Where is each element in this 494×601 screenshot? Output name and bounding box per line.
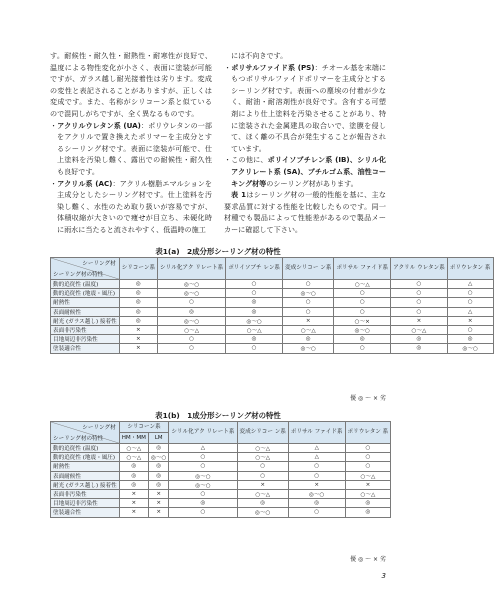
rating-cell: ◎ [334,335,391,344]
column-header: 変成シリコー ン系 [283,258,334,280]
rating-cell: ◎〜○ [226,316,283,325]
list-item: ・アクリル系 (AC)：アクリル樹脂エマルションを主成分としたシーリング材です。仕上塗料を汚染し難く、水性のため取り扱いが容易ですが、体積収縮が大きいので痩せが目立ち、未硬化時に雨水に当たると流されやすく、低温時の施工 [50,178,213,234]
rating-cell: ◎ [119,280,157,289]
rating-cell: ○ [169,453,237,462]
table-a [50,257,494,354]
rating-cell: ○ [345,453,391,462]
rating-cell: ◎〜○ [158,280,226,289]
table-row [51,462,391,471]
rating-cell: △ [169,444,237,453]
rating-cell: ◎〜○ [237,508,288,517]
paragraph: 表 1はシーリング材の一般的性能を基に、主な要求品質に対する性能を比較したものです。同一材種でも製品によって性能差があるので製品メーカーに確認して下さい。 [224,190,387,234]
rating-cell: ◎〜○ [169,471,237,480]
rating-cell: ○〜△ [119,444,148,453]
rating-cell: × [119,508,148,517]
rating-cell: ○ [345,462,391,471]
rating-cell: ○ [334,307,391,316]
rating-cell: × [391,316,448,325]
rating-cell: ○ [334,344,391,353]
rating-cell: ○ [237,471,288,480]
rating-cell: × [148,499,168,508]
item-text: この他に、 [231,155,268,165]
column-header: ポリウレタン 系 [447,258,493,280]
table-row [51,508,391,517]
rating-cell: ○〜△ [119,453,148,462]
rating-cell: ◎ [288,499,345,508]
rating-cell: △ [447,280,493,289]
list-item: ・アクリルウレタン系 (UA)：ポリウレタンの一部をアクリルで置き換えたポリマーを主成分とするシーリング材です。表面に塗装が可能で、仕上塗料を汚染し難く、露出での耐候性・耐久性も良好です。 [50,120,212,176]
rating-cell: ○〜△ [237,444,288,453]
term: アクリルウレタン系 (UA) [57,120,141,130]
rating-cell: ○〜△ [345,489,391,498]
rating-cell: ○ [169,462,237,471]
column-subheader: HM・MM [119,433,148,444]
rating-cell: × [283,316,334,325]
rating-cell: × [119,325,157,334]
rating-cell: ○ [391,280,448,289]
rating-cell: ◎ [119,462,148,471]
item-text: ：チオール基を末端にもつポリサルファイドポリマーを主成分とするシーリング材です。表面への塵埃の付着が少なく、耐油・耐溶剤性が良好です。含有する可塑剤により仕上塗料を汚染させることがあり、特に塗装された金属建具の取合いで、塗膜を侵して、ほく離の不具合が発生することが報告されています。 [231,62,387,153]
page-number: 3 [381,572,386,580]
rating-cell: ◎〜○ [148,453,168,462]
rating-cell: ◎ [119,480,148,489]
rating-cell: ◎ [237,499,288,508]
row-label: 動的追従性 (地震・風圧) [51,453,120,462]
rating-cell: ◎ [226,298,283,307]
term: アクリル系 (AC) [57,178,113,188]
row-label: 耐熱性 [51,298,120,307]
rating-cell: × [119,489,148,498]
table-row [51,444,391,453]
rating-cell: ◎ [148,471,168,480]
rating-cell: ◎〜○ [283,344,334,353]
rating-cell: ○ [226,280,283,289]
column-header: シリコーン系 [119,258,157,280]
row-label: 塗装適合性 [51,508,120,517]
column-header: ポリイソブチ レン系 [226,258,283,280]
corner-bottom: シーリング材の特性 [53,272,104,278]
rating-cell: ◎ [447,335,493,344]
item-text: ：アクリル樹脂エマルションを主成分としたシーリング材です。仕上塗料を汚染し難く、水性のため取り扱いが容易ですが、体積収縮が大きいので痩せが目立ち、未硬化時に雨水に当たると流されやすく、低温時の施工 [57,178,213,234]
row-label: 塗装適合性 [51,344,120,353]
rating-cell: ○〜× [334,316,391,325]
rating-cell: × [119,499,148,508]
rating-cell: △ [288,444,345,453]
rating-cell: ◎ [226,335,283,344]
rating-cell: △ [288,453,345,462]
item-text: ：ポリウレタンの一部をアクリルで置き換えたポリマーを主成分とするシーリング材です。表面に塗装が可能で、仕上塗料を汚染し難く、露出での耐候性・耐久性も良好です。 [57,120,212,176]
table-reference: 表 1 [231,190,247,200]
rating-cell: ◎ [345,499,391,508]
rating-cell: ○ [288,462,345,471]
rating-cell: ○ [334,298,391,307]
rating-cell: ◎ [119,289,157,298]
rating-cell: ○ [391,298,448,307]
term: ポリサルファイド系 (PS) [231,62,315,72]
rating-cell: ◎ [283,335,334,344]
list-item: ・この他に、ポリイソブチレン系 (IB)、シリル化アクリレート系 (SA)、ブチルゴム系、油性コーキング材等のシーリング材があります。 [224,155,387,188]
left-column [50,50,212,236]
item-text: のシーリング材があります。 [266,178,358,188]
column-header: ポリウレタン 系 [345,422,391,444]
rating-cell: ○〜△ [283,325,334,334]
rating-cell: × [148,489,168,498]
rating-cell: ◎ [119,316,157,325]
corner-top: シーリング材 [82,261,116,267]
column-header: シリル化アク リレート系 [158,258,226,280]
rating-cell: ◎ [119,307,157,316]
rating-cell: ○ [288,508,345,517]
row-label: 表面耐候性 [51,471,120,480]
rating-cell: ○ [158,298,226,307]
rating-cell: ◎〜○ [158,289,226,298]
rating-cell: ○ [288,471,345,480]
rating-cell: ○ [169,489,237,498]
rating-cell: ◎〜○ [283,289,334,298]
list-item: ・ポリサルファイド系 (PS)：チオール基を末端にもつポリサルファイドポリマーを主成分とするシーリング材です。表面への塵埃の付着が少なく、耐油・耐溶剤性が良好です。含有する可塑剤により仕上塗料を汚染させることがあり、特に塗装された金属建具の取合いで、塗膜を侵して、ほく離の不具合が発生することが報告されています。 [224,62,387,153]
corner-cell [51,258,120,280]
rating-cell: ○ [391,307,448,316]
rating-cell: × [345,480,391,489]
row-label: 目地周辺非汚染性 [51,335,120,344]
rating-cell: ○ [283,280,334,289]
row-label: 動的追従性 (温度) [51,444,120,453]
body-text [50,50,386,236]
rating-cell: ○ [237,462,288,471]
row-label: 動的追従性 (地震・風圧) [51,289,120,298]
rating-cell: ○〜△ [158,325,226,334]
row-label: 表面非汚染性 [51,489,120,498]
rating-legend: 優 ◎ 〜 × 劣 [350,556,386,563]
table-row [51,316,494,325]
table-row [51,471,391,480]
table-row [51,289,494,298]
rating-cell: ○ [226,289,283,298]
rating-cell: ○〜△ [334,280,391,289]
rating-cell: × [288,480,345,489]
rating-cell: ○ [226,344,283,353]
column-header: シリル化アク リレート系 [169,422,237,444]
table-row [51,325,494,334]
corner-cell [51,422,120,444]
rating-cell: ○ [283,307,334,316]
rating-cell: ○〜△ [237,489,288,498]
table-a-caption: 表1(a) 2成分形シーリング材の特性 [155,247,281,256]
rating-cell: ○ [447,289,493,298]
rating-cell: ○〜△ [226,325,283,334]
rating-cell: ○〜△ [391,325,448,334]
rating-cell: ◎ [345,508,391,517]
column-header: ポリサル ファイド系 [334,258,391,280]
rating-cell: ○ [447,298,493,307]
table-header-row [51,422,391,433]
row-label: 表面耐候性 [51,307,120,316]
paragraph: には不向きです。 [231,51,288,60]
column-header: アクリル ウレタン系 [391,258,448,280]
rating-cell: × [119,344,157,353]
rating-cell: ◎ [226,307,283,316]
row-label: 耐光 (ガラス越し) 接着性 [51,316,120,325]
rating-cell: ◎〜○ [288,489,345,498]
table-row [51,453,391,462]
rating-cell: ○ [345,444,391,453]
rating-cell: △ [447,307,493,316]
rating-cell: ◎ [119,471,148,480]
rating-cell: ○ [158,344,226,353]
rating-cell: × [447,316,493,325]
rating-cell: ◎ [148,480,168,489]
rating-cell: ○ [447,325,493,334]
column-group-header: シリコーン系 [119,422,169,433]
column-header: 変成シリコー ン系 [237,422,288,444]
rating-cell: ◎ [148,462,168,471]
table-b-caption: 表1(b) 1成分形シーリング材の特性 [155,411,281,420]
table-row [51,280,494,289]
table-b [50,421,391,518]
table-row [51,335,494,344]
rating-cell: ○ [283,298,334,307]
row-label: 表面非汚染性 [51,325,120,334]
row-label: 動的追従性 (温度) [51,280,120,289]
row-label: 目地周辺非汚染性 [51,499,120,508]
rating-cell: ○ [334,289,391,298]
rating-cell: ◎〜○ [447,344,493,353]
corner-top: シーリング材 [82,425,116,431]
rating-cell: × [119,335,157,344]
right-column [224,50,386,236]
term: ポリイソブチレン系 (IB)、シリル化アクリレート系 (SA)、ブチルゴム系、油性コーキング材等 [231,155,387,188]
rating-legend: 優 ◎ 〜 × 劣 [350,395,386,402]
rating-cell: ◎ [169,499,237,508]
rating-cell: × [237,480,288,489]
corner-bottom: シーリング材の特性 [53,436,104,442]
rating-cell: ◎〜○ [158,316,226,325]
rating-cell: ○〜△ [237,453,288,462]
rating-cell: ◎〜○ [169,480,237,489]
rating-cell: ◎ [391,344,448,353]
table-header-row [51,258,494,280]
rating-cell: ○ [158,335,226,344]
column-subheader: LM [148,433,168,444]
rating-cell: × [148,508,168,517]
table-row [51,298,494,307]
table-row [51,344,494,353]
rating-cell: ◎ [148,444,168,453]
column-header: ポリサル ファイド系 [288,422,345,444]
rating-cell: ○ [391,289,448,298]
paragraph: す。耐候性・耐久性・耐熱性・耐寒性が良好で、温度による物性変化が小さく、表面に塗装が可能ですが、ガラス越し耐光接着性は劣ります。変成の変性と表記されることがありますが、正しくは変成です。また、名称がシリコーン系と似ているので混同しがちですが、全く異なるものです。 [50,51,212,118]
row-label: 耐熱性 [51,462,120,471]
rating-cell: ◎ [119,298,157,307]
rating-cell: ◎〜○ [334,325,391,334]
table-row [51,489,391,498]
table-row [51,480,391,489]
rating-cell: ◎ [158,307,226,316]
row-label: 耐光 (ガラス越し) 接着性 [51,480,120,489]
rating-cell: ◎ [391,335,448,344]
table-row [51,499,391,508]
rating-cell: ○ [169,508,237,517]
table-row [51,307,494,316]
rating-cell: ○〜△ [345,471,391,480]
